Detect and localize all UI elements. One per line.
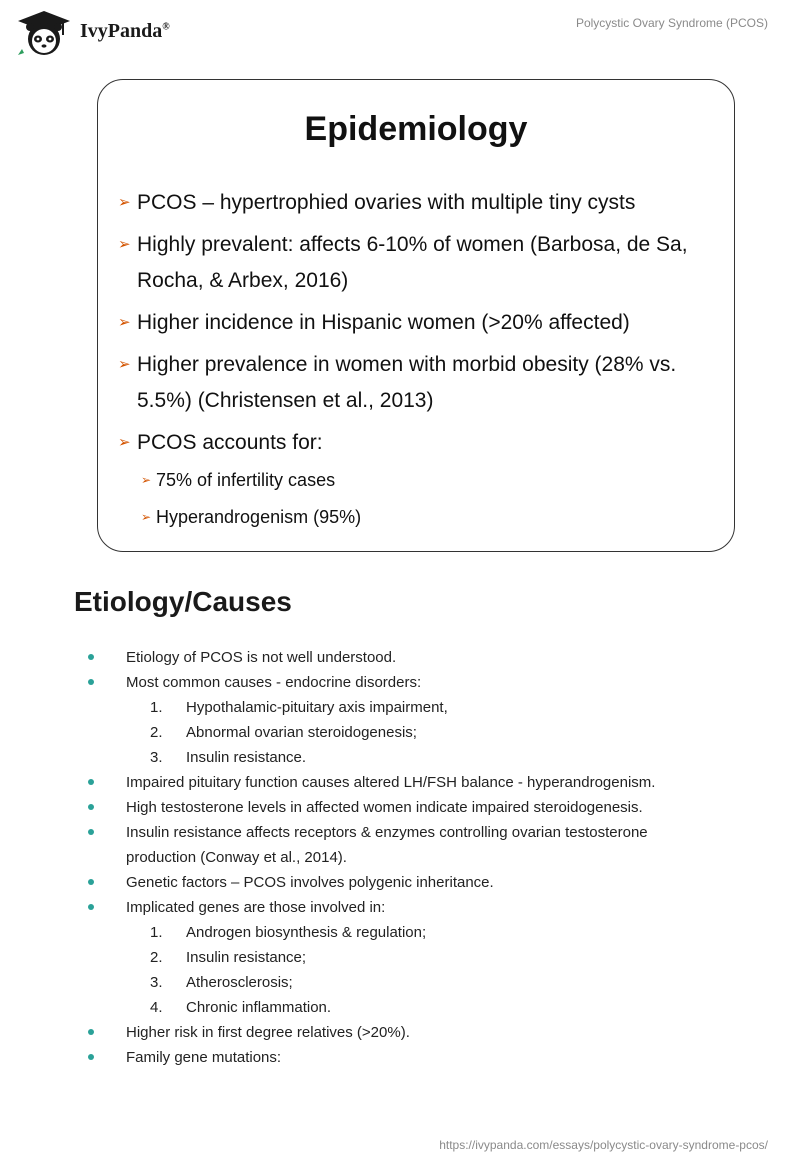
brand-name[interactable]: IvyPanda®: [80, 20, 170, 42]
list-item: Implicated genes are those involved in:: [74, 895, 754, 920]
document-title: Polycystic Ovary Syndrome (PCOS): [575, 16, 768, 30]
page-header: [0, 0, 800, 60]
numbered-item: 1. Androgen biosynthesis & regulation;: [150, 924, 427, 941]
epidemiology-slide: [97, 79, 735, 552]
list-item: Impaired pituitary function causes altered LH/FSH balance - hyperandrogenism.: [74, 770, 754, 795]
list-item-continuation: production (Conway et al., 2014).: [126, 849, 347, 866]
slide-bullet-list: [118, 185, 718, 541]
etiology-list: [74, 645, 754, 1070]
arrow-bullet-icon: ➢: [118, 194, 131, 211]
slide-sub-bullet: ➢ 75% of infertility cases: [141, 467, 718, 493]
list-item: High testosterone levels in affected women indicate impaired steroidogenesis.: [74, 795, 754, 820]
slide-bullet: ➢ PCOS – hypertrophied ovaries with multiple tiny cysts: [118, 185, 718, 221]
bullet-dot-icon: [88, 879, 94, 885]
bullet-dot-icon: [88, 654, 94, 660]
bullet-dot-icon: [88, 804, 94, 810]
numbered-item: 2. Abnormal ovarian steroidogenesis;: [150, 724, 417, 741]
slide-bullet: ➢ Highly prevalent: affects 6-10% of women (Barbosa, de Sa, Rocha, & Arbex, 2016): [118, 227, 718, 299]
arrow-bullet-icon: ➢: [118, 236, 131, 253]
bullet-dot-icon: [88, 1029, 94, 1035]
list-item: Most common causes - endocrine disorders:: [74, 670, 754, 695]
list-item: Genetic factors – PCOS involves polygenic inheritance.: [74, 870, 754, 895]
numbered-item: 3. Atherosclerosis;: [150, 974, 293, 991]
numbered-item: 1. Hypothalamic-pituitary axis impairment,: [150, 699, 448, 716]
source-url-link[interactable]: https://ivypanda.com/essays/polycystic-ovary-syndrome-pcos/: [439, 1138, 768, 1152]
slide-bullet: ➢ Higher incidence in Hispanic women (>20% affected): [118, 305, 718, 341]
bullet-dot-icon: [88, 904, 94, 910]
list-item: Etiology of PCOS is not well understood.: [74, 645, 754, 670]
slide-sub-bullet: ➢ Hyperandrogenism (95%): [141, 504, 718, 530]
numbered-item: 3. Insulin resistance.: [150, 749, 307, 766]
slide-bullet: ➢ PCOS accounts for:: [118, 425, 718, 461]
slide-bullet: ➢ Higher prevalence in women with morbid obesity (28% vs. 5.5%) (Christensen et al., 2013): [118, 347, 718, 419]
list-item: Family gene mutations:: [74, 1045, 754, 1070]
ivypanda-logo-icon[interactable]: [14, 9, 74, 57]
etiology-heading: Etiology/Causes: [74, 586, 292, 617]
bullet-dot-icon: [88, 779, 94, 785]
numbered-item: 4. Chronic inflammation.: [150, 999, 332, 1016]
list-item: Insulin resistance affects receptors & enzymes controlling ovarian testosterone: [74, 820, 754, 845]
slide-title: Epidemiology: [304, 110, 528, 148]
arrow-bullet-icon: ➢: [118, 356, 131, 373]
list-item: Higher risk in first degree relatives (>20%).: [74, 1020, 754, 1045]
bullet-dot-icon: [88, 679, 94, 685]
arrow-bullet-icon: ➢: [141, 473, 152, 487]
numbered-item: 2. Insulin resistance;: [150, 949, 307, 966]
arrow-bullet-icon: ➢: [118, 314, 131, 331]
arrow-bullet-icon: ➢: [118, 434, 131, 451]
bullet-dot-icon: [88, 1054, 94, 1060]
bullet-dot-icon: [88, 829, 94, 835]
arrow-bullet-icon: ➢: [141, 510, 152, 524]
